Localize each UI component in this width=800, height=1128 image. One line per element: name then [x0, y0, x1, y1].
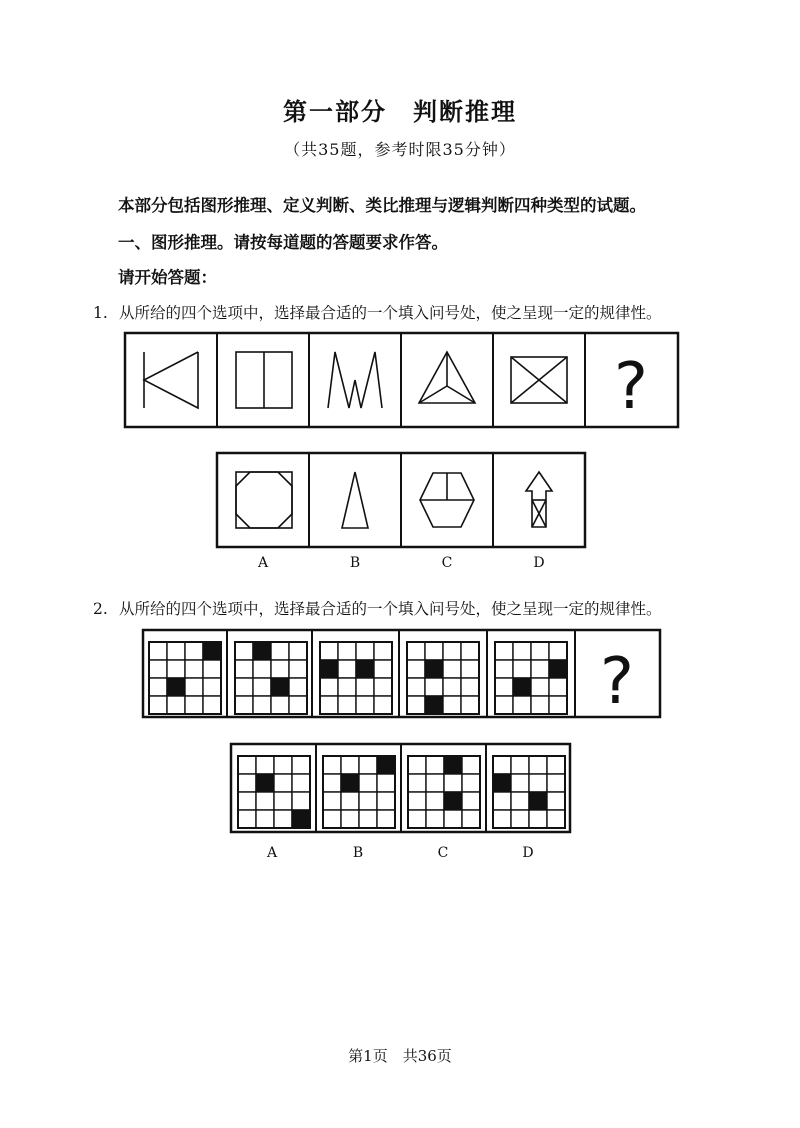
grid-cell-filled — [377, 756, 395, 774]
grid-cell — [271, 642, 289, 660]
grid-cell — [185, 696, 203, 714]
grid-cell — [425, 642, 443, 660]
question-2-number: 2. — [93, 600, 108, 618]
grid-cell — [549, 696, 567, 714]
grid-cell — [238, 810, 256, 828]
grid-cell — [185, 642, 203, 660]
grid-cell — [356, 642, 374, 660]
grid-cell — [271, 660, 289, 678]
grid-cell — [407, 660, 425, 678]
q2-question-mark: ? — [600, 645, 634, 719]
grid-cell — [167, 642, 185, 660]
grid-cell — [203, 696, 221, 714]
grid-cell — [444, 810, 462, 828]
grid-cell — [547, 774, 565, 792]
grid-cell — [444, 774, 462, 792]
grid-cell — [547, 756, 565, 774]
grid-cell — [462, 792, 480, 810]
grid-cell — [461, 696, 479, 714]
grid-cell-filled — [549, 660, 567, 678]
grid-cell-filled — [203, 642, 221, 660]
grid-cell — [377, 792, 395, 810]
grid-cell — [341, 792, 359, 810]
q1-question-mark: ? — [614, 350, 648, 424]
grid-cell — [408, 756, 426, 774]
grid-cell-filled — [292, 810, 310, 828]
grid-cell — [292, 774, 310, 792]
grid-cell — [511, 792, 529, 810]
section-heading: 一、图形推理。请按每道题的答题要求作答。 — [118, 233, 448, 252]
grid-cell — [253, 678, 271, 696]
grid-cell-filled — [341, 774, 359, 792]
grid-cell — [511, 774, 529, 792]
grid-cell — [495, 696, 513, 714]
grid-cell — [238, 756, 256, 774]
grid-cell — [274, 810, 292, 828]
grid-cell — [167, 696, 185, 714]
grid-cell — [271, 696, 289, 714]
grid-cell — [338, 678, 356, 696]
q2-option-a-grid — [238, 756, 310, 828]
grid-cell — [374, 678, 392, 696]
grid-cell — [426, 774, 444, 792]
grid-cell — [374, 642, 392, 660]
q2-option-label-c: C — [437, 845, 449, 861]
grid-cell — [407, 642, 425, 660]
grid-cell — [320, 678, 338, 696]
q1-option-label-b: B — [349, 555, 361, 571]
grid-cell — [167, 660, 185, 678]
grid-cell — [529, 810, 547, 828]
grid-cell — [359, 810, 377, 828]
grid-cell — [289, 660, 307, 678]
grid-cell-filled — [356, 660, 374, 678]
grid-cell — [426, 810, 444, 828]
grid-cell — [323, 774, 341, 792]
grid-cell-filled — [493, 774, 511, 792]
grid-cell — [253, 660, 271, 678]
q2-option-b-grid — [323, 756, 395, 828]
grid-cell — [531, 660, 549, 678]
grid-cell — [493, 792, 511, 810]
q2-option-label-d: D — [522, 845, 534, 861]
grid-cell — [341, 810, 359, 828]
grid-cell-filled — [271, 678, 289, 696]
page-subtitle: （共35题，参考时限35分钟） — [284, 140, 516, 159]
grid-cell — [426, 756, 444, 774]
grid-cell — [408, 810, 426, 828]
grid-cell — [323, 810, 341, 828]
q2-option-label-a: A — [266, 845, 278, 861]
grid-cell — [408, 792, 426, 810]
grid-cell — [461, 642, 479, 660]
grid-cell — [513, 660, 531, 678]
question-2-text: 从所给的四个选项中，选择最合适的一个填入问号处，使之呈现一定的规律性。 — [119, 600, 662, 618]
grid-cell — [443, 696, 461, 714]
grid-cell — [238, 774, 256, 792]
grid-cell — [341, 756, 359, 774]
grid-cell — [149, 696, 167, 714]
grid-cell — [493, 756, 511, 774]
page-title: 第一部分 判断推理 — [283, 98, 517, 126]
grid-cell — [408, 774, 426, 792]
grid-cell — [529, 774, 547, 792]
q2-stem-grid-4 — [407, 642, 479, 714]
grid-cell — [547, 810, 565, 828]
grid-cell — [203, 678, 221, 696]
q2-stem-grid-3 — [320, 642, 392, 714]
grid-cell — [359, 774, 377, 792]
q2-stem-grid-2 — [235, 642, 307, 714]
grid-cell — [185, 678, 203, 696]
grid-cell — [356, 696, 374, 714]
grid-cell-filled — [253, 642, 271, 660]
grid-cell — [377, 810, 395, 828]
start-prompt: 请开始答题： — [118, 268, 217, 287]
grid-cell — [511, 810, 529, 828]
grid-cell — [407, 678, 425, 696]
grid-cell — [426, 792, 444, 810]
grid-cell — [443, 642, 461, 660]
grid-cell — [149, 642, 167, 660]
grid-cell — [549, 642, 567, 660]
grid-cell — [289, 678, 307, 696]
grid-cell — [338, 696, 356, 714]
grid-cell — [495, 642, 513, 660]
grid-cell — [320, 642, 338, 660]
q1-option-label-c: C — [441, 555, 453, 571]
grid-cell — [185, 660, 203, 678]
grid-cell — [320, 696, 338, 714]
grid-cell — [338, 642, 356, 660]
grid-cell-filled — [444, 792, 462, 810]
grid-cell — [513, 696, 531, 714]
grid-cell — [235, 696, 253, 714]
grid-cell — [407, 696, 425, 714]
q2-stem-grid-5 — [495, 642, 567, 714]
grid-cell — [338, 660, 356, 678]
grid-cell — [462, 756, 480, 774]
grid-cell — [495, 660, 513, 678]
grid-cell — [149, 678, 167, 696]
grid-cell — [461, 678, 479, 696]
grid-cell — [531, 642, 549, 660]
grid-cell — [256, 810, 274, 828]
grid-cell-filled — [513, 678, 531, 696]
grid-cell — [256, 756, 274, 774]
grid-cell — [374, 696, 392, 714]
grid-cell — [149, 660, 167, 678]
grid-cell — [495, 678, 513, 696]
grid-cell — [235, 660, 253, 678]
grid-cell — [462, 774, 480, 792]
grid-cell — [461, 660, 479, 678]
grid-cell — [203, 660, 221, 678]
q2-option-c-grid — [408, 756, 480, 828]
grid-cell — [511, 756, 529, 774]
grid-cell — [235, 642, 253, 660]
grid-cell — [549, 678, 567, 696]
grid-cell — [374, 660, 392, 678]
grid-cell — [443, 660, 461, 678]
grid-cell — [253, 696, 271, 714]
grid-cell — [443, 678, 461, 696]
grid-cell — [359, 756, 377, 774]
grid-cell — [493, 810, 511, 828]
grid-cell-filled — [167, 678, 185, 696]
grid-cell — [462, 810, 480, 828]
grid-cell-filled — [425, 660, 443, 678]
grid-cell-filled — [425, 696, 443, 714]
grid-cell — [377, 774, 395, 792]
grid-cell — [323, 756, 341, 774]
grid-cell — [292, 756, 310, 774]
grid-cell — [274, 792, 292, 810]
grid-cell-filled — [256, 774, 274, 792]
page-footer: 第1页 共36页 — [348, 1047, 452, 1065]
grid-cell — [256, 792, 274, 810]
grid-cell — [531, 678, 549, 696]
question-1-text: 从所给的四个选项中，选择最合适的一个填入问号处，使之呈现一定的规律性。 — [119, 304, 662, 322]
grid-cell — [359, 792, 377, 810]
q2-stem-grid-1 — [149, 642, 221, 714]
grid-cell-filled — [529, 792, 547, 810]
grid-cell-filled — [444, 756, 462, 774]
grid-cell — [529, 756, 547, 774]
question-1-number: 1. — [93, 304, 108, 322]
grid-cell — [547, 792, 565, 810]
grid-cell — [238, 792, 256, 810]
grid-cell — [513, 642, 531, 660]
grid-cell — [235, 678, 253, 696]
grid-cell — [274, 756, 292, 774]
grid-cell — [289, 696, 307, 714]
grid-cell — [292, 792, 310, 810]
grid-cell — [356, 678, 374, 696]
grid-cell-filled — [320, 660, 338, 678]
q2-option-label-b: B — [352, 845, 364, 861]
grid-cell — [274, 774, 292, 792]
grid-cell — [425, 678, 443, 696]
q1-option-label-a: A — [257, 555, 269, 571]
q1-option-label-d: D — [533, 555, 545, 571]
intro-text: 本部分包括图形推理、定义判断、类比推理与逻辑判断四种类型的试题。 — [118, 196, 646, 215]
q2-option-d-grid — [493, 756, 565, 828]
grid-cell — [531, 696, 549, 714]
grid-cell — [323, 792, 341, 810]
grid-cell — [289, 642, 307, 660]
